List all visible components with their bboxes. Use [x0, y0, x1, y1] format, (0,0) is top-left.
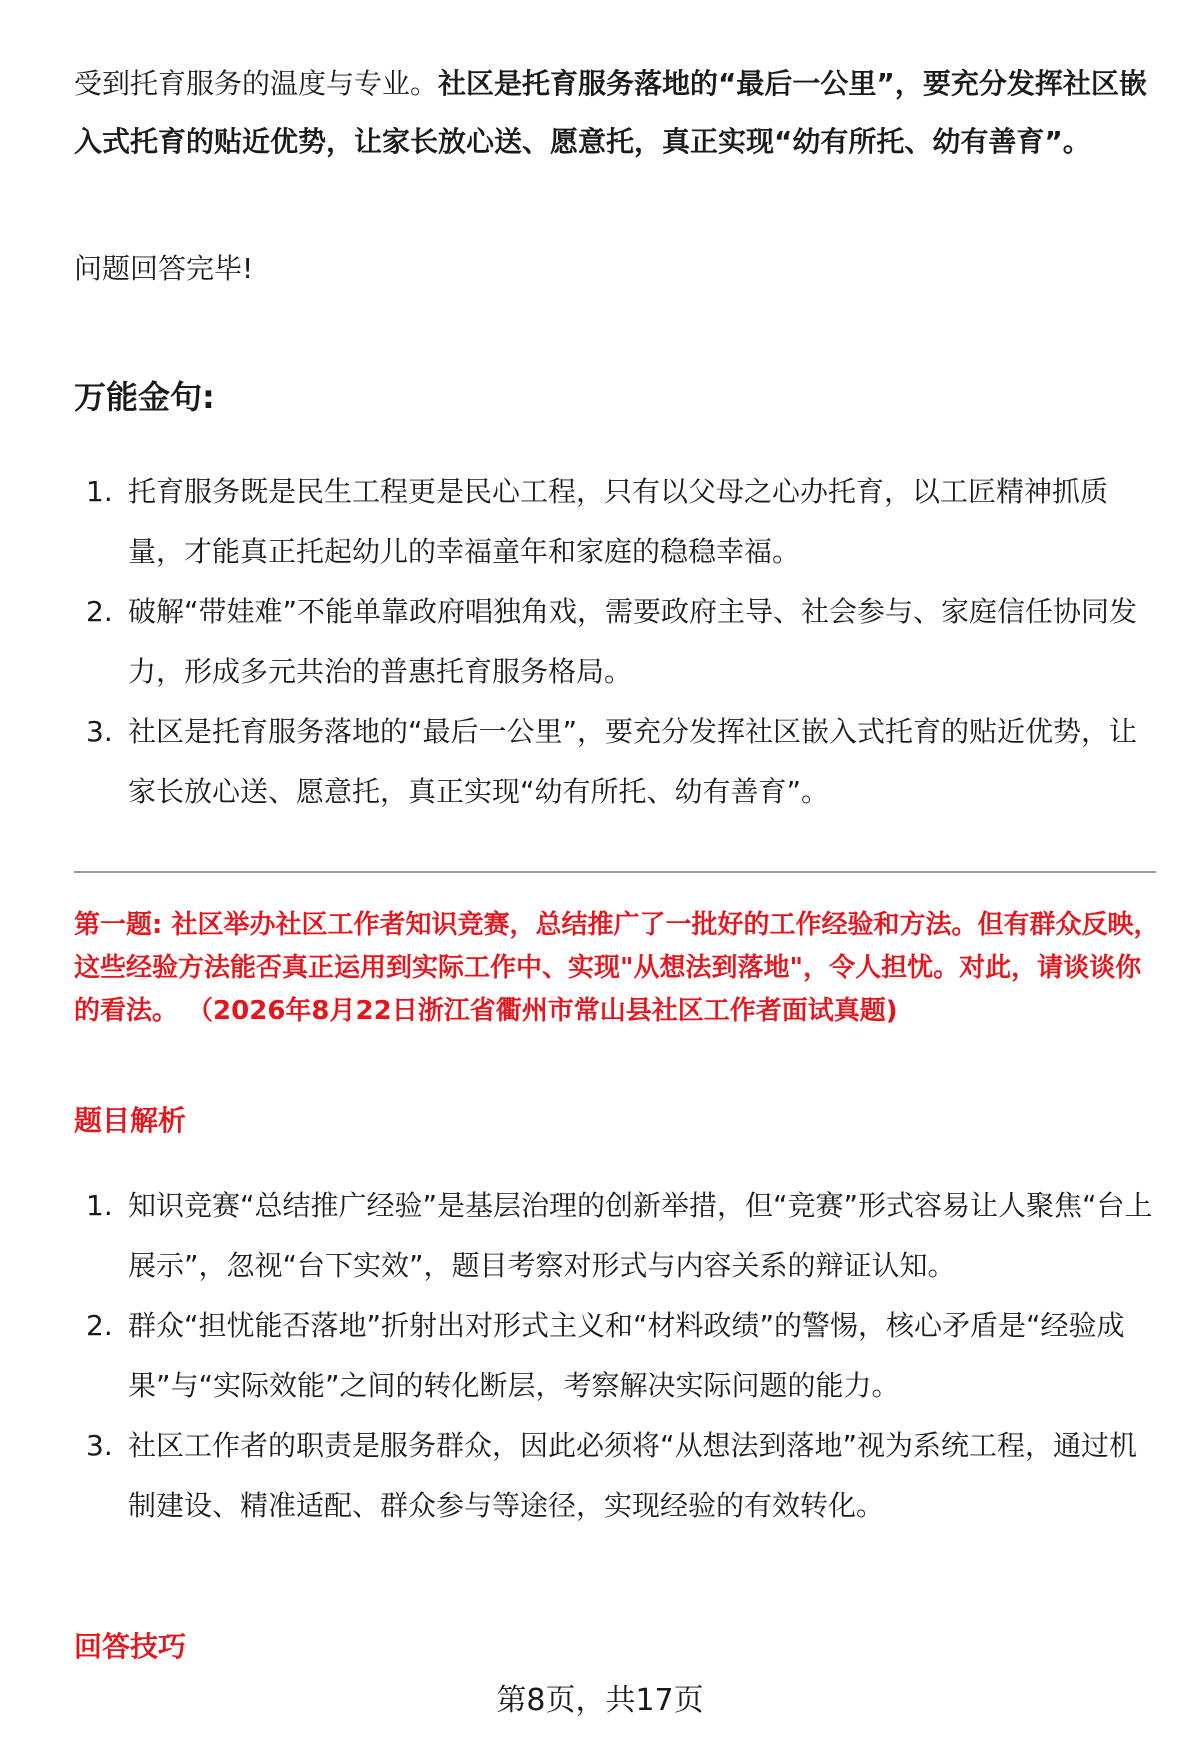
list-item-number: 2. — [86, 1309, 113, 1342]
list-item — [74, 462, 1154, 582]
question-text: 第一题: 社区举办社区工作者知识竞赛，总结推广了一批好的工作经验和方法。但有群众反映，这些经验方法能否真正运用到实际工作中、实现"从想法到落地"，令人担忧。对此，请谈谈你的看法。 （2026年8月22日浙江省衢州市常山县社区工作者面试真题) — [74, 910, 1160, 1026]
list-item-text: 破解“带娃难”不能单靠政府唱独角戏，需要政府主导、社会参与、家庭信任协同发力，形成多元共治的普惠托育服务格局。 — [128, 595, 1138, 688]
list-item — [74, 582, 1154, 702]
list-item — [74, 1296, 1154, 1416]
page-number: 第8页，共17页 — [496, 1683, 704, 1718]
list-item-number: 3. — [86, 1429, 113, 1462]
intro-paragraph — [74, 55, 1154, 171]
analysis-heading: 题目解析 — [74, 1104, 187, 1137]
list-item-text: 群众“担忧能否落地”折射出对形式主义和“材料政绩”的警惕，核心矛盾是“经验成果”与“实际效能”之间的转化断层，考察解决实际问题的能力。 — [128, 1309, 1125, 1402]
golden-sentences-list — [74, 462, 1154, 822]
section-divider — [74, 871, 1156, 873]
list-item-number: 3. — [86, 715, 113, 748]
intro-plain: 受到托育服务的温度与专业。 — [74, 67, 439, 100]
list-item-number: 1. — [86, 475, 113, 508]
answer-end-text: 问题回答完毕! — [74, 252, 254, 285]
list-item-text: 托育服务既是民生工程更是民心工程，只有以父母之心办托育，以工匠精神抓质量，才能真正托起幼儿的幸福童年和家庭的稳稳幸福。 — [128, 475, 1109, 568]
list-item-text: 社区工作者的职责是服务群众，因此必须将“从想法到落地”视为系统工程，通过机制建设、精准适配、群众参与等途径，实现经验的有效转化。 — [128, 1429, 1138, 1522]
tips-heading: 回答技巧 — [74, 1630, 187, 1663]
list-item-number: 1. — [86, 1189, 113, 1222]
list-item-text: 社区是托育服务落地的“最后一公里”，要充分发挥社区嵌入式托育的贴近优势，让家长放心送、愿意托，真正实现“幼有所托、幼有善育”。 — [128, 715, 1138, 808]
list-item — [74, 702, 1154, 822]
intro-bold: 社区是托育服务落地的“最后一公里”，要充分发挥社区嵌入式托育的贴近优势，让家长放心送、愿意托，真正实现“幼有所托、幼有善育”。 — [74, 67, 1147, 158]
golden-sentences-heading: 万能金句: — [74, 378, 215, 416]
list-item — [74, 1176, 1154, 1296]
list-item-text: 知识竞赛“总结推广经验”是基层治理的创新举措，但“竞赛”形式容易让人聚焦“台上展示”，忽视“台下实效”，题目考察对形式与内容关系的辩证认知。 — [128, 1189, 1153, 1282]
list-item-number: 2. — [86, 595, 113, 628]
analysis-list — [74, 1176, 1154, 1536]
list-item — [74, 1416, 1154, 1536]
